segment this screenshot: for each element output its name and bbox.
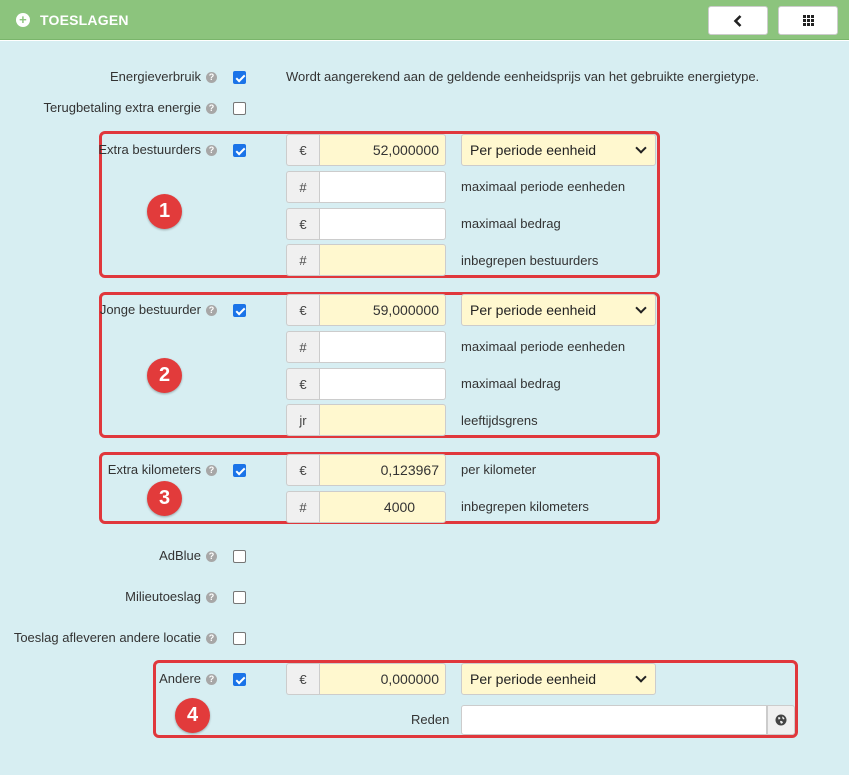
badge-2: 2 (147, 358, 182, 393)
milieutoeslag-text: Milieutoeslag (125, 589, 201, 604)
energieverbruik-text: Energieverbruik (109, 69, 201, 84)
extra-bestuurders-price-input[interactable]: 52,000000 (319, 134, 446, 166)
help-icon[interactable]: ? (206, 305, 217, 316)
badge-4: 4 (175, 698, 210, 733)
price-addon: € (286, 663, 319, 695)
help-icon[interactable]: ? (206, 72, 217, 83)
chevron-left-icon (733, 15, 743, 27)
select-value: Per periode eenheid (470, 302, 597, 318)
jonge-bestuurder-unit-select[interactable] (461, 294, 656, 326)
panel-title: TOESLAGEN (40, 12, 129, 28)
terugbetaling-text: Terugbetaling extra energie (43, 100, 201, 115)
extra-kilometers-label (108, 461, 217, 479)
afleveren-checkbox[interactable] (233, 632, 246, 645)
max-amount-label: maximaal bedrag (461, 376, 561, 391)
plus-circle-icon: + (16, 13, 30, 27)
max-amount-label: maximaal bedrag (461, 216, 561, 231)
energieverbruik-note: Wordt aangerekend aan de geldende eenheidsprijs van het gebruikte energietype. (286, 69, 760, 84)
count-addon: # (286, 244, 319, 276)
afleveren-label (14, 629, 217, 647)
energieverbruik-label (110, 68, 217, 86)
extra-kilometers-price-input[interactable]: 0,123967 (319, 454, 446, 486)
price-addon: € (286, 454, 319, 486)
terugbetaling-checkbox[interactable] (233, 102, 246, 115)
help-icon[interactable]: ? (206, 592, 217, 603)
afleveren-text: Toeslag afleveren andere locatie (13, 630, 201, 645)
energieverbruik-checkbox[interactable] (233, 71, 246, 84)
language-button[interactable] (767, 705, 795, 735)
adblue-checkbox[interactable] (233, 550, 246, 563)
panel-title-group[interactable] (16, 0, 129, 40)
jonge-bestuurder-label (100, 301, 217, 319)
andere-unit-select[interactable] (461, 663, 656, 695)
jonge-bestuurder-checkbox[interactable] (233, 304, 246, 317)
extra-bestuurders-max-amount-input[interactable] (319, 208, 446, 240)
chevron-down-icon (635, 671, 646, 682)
back-button[interactable] (708, 6, 768, 35)
extra-bestuurders-text: Extra bestuurders (98, 142, 201, 157)
help-icon[interactable]: ? (206, 465, 217, 476)
price-addon: € (286, 368, 319, 400)
globe-icon (775, 714, 787, 726)
included-kilometers-label: inbegrepen kilometers (461, 499, 589, 514)
count-addon: # (286, 491, 319, 523)
badge-1: 1 (147, 194, 182, 229)
select-value: Per periode eenheid (470, 671, 597, 687)
chevron-down-icon (635, 302, 646, 313)
andere-text: Andere (159, 671, 201, 686)
extra-kilometers-checkbox[interactable] (233, 464, 246, 477)
count-addon: # (286, 331, 319, 363)
help-icon[interactable]: ? (206, 103, 217, 114)
price-addon: € (286, 294, 319, 326)
jonge-bestuurder-max-periods-input[interactable] (319, 331, 446, 363)
per-kilometer-label: per kilometer (461, 462, 537, 477)
age-addon: jr (286, 404, 319, 436)
milieutoeslag-checkbox[interactable] (233, 591, 246, 604)
included-drivers-label: inbegrepen bestuurders (461, 253, 599, 268)
count-addon: # (286, 171, 319, 203)
adblue-text: AdBlue (159, 548, 201, 563)
help-icon[interactable]: ? (206, 551, 217, 562)
extra-kilometers-text: Extra kilometers (107, 462, 201, 477)
price-addon: € (286, 208, 319, 240)
milieutoeslag-label (125, 588, 217, 606)
jonge-bestuurder-text: Jonge bestuurder (99, 302, 201, 317)
max-periods-label: maximaal periode eenheden (461, 179, 626, 194)
extra-bestuurders-checkbox[interactable] (233, 144, 246, 157)
adblue-label (159, 547, 217, 565)
select-value: Per periode eenheid (470, 142, 597, 158)
jonge-bestuurder-price-input[interactable]: 59,000000 (319, 294, 446, 326)
andere-label (159, 670, 217, 688)
chevron-down-icon (635, 142, 646, 153)
jonge-bestuurder-age-limit-input[interactable] (319, 404, 446, 436)
extra-bestuurders-max-periods-input[interactable] (319, 171, 446, 203)
help-icon[interactable]: ? (206, 633, 217, 644)
max-periods-label: maximaal periode eenheden (461, 339, 626, 354)
andere-price-input[interactable]: 0,000000 (319, 663, 446, 695)
extra-kilometers-included-input[interactable]: 4000 (319, 491, 446, 523)
reden-input[interactable] (461, 705, 767, 735)
reden-label: Reden (411, 712, 450, 727)
help-icon[interactable]: ? (206, 145, 217, 156)
terugbetaling-label (43, 99, 217, 117)
andere-checkbox[interactable] (233, 673, 246, 686)
extra-bestuurders-label (98, 141, 217, 159)
extra-bestuurders-unit-select[interactable] (461, 134, 656, 166)
help-icon[interactable]: ? (206, 674, 217, 685)
panel-header (0, 0, 849, 40)
grid-menu-button[interactable] (778, 6, 838, 35)
badge-3: 3 (147, 481, 182, 516)
age-limit-label: leeftijdsgrens (461, 413, 538, 428)
jonge-bestuurder-max-amount-input[interactable] (319, 368, 446, 400)
grid-icon (803, 15, 814, 26)
extra-bestuurders-included-input[interactable] (319, 244, 446, 276)
price-addon: € (286, 134, 319, 166)
